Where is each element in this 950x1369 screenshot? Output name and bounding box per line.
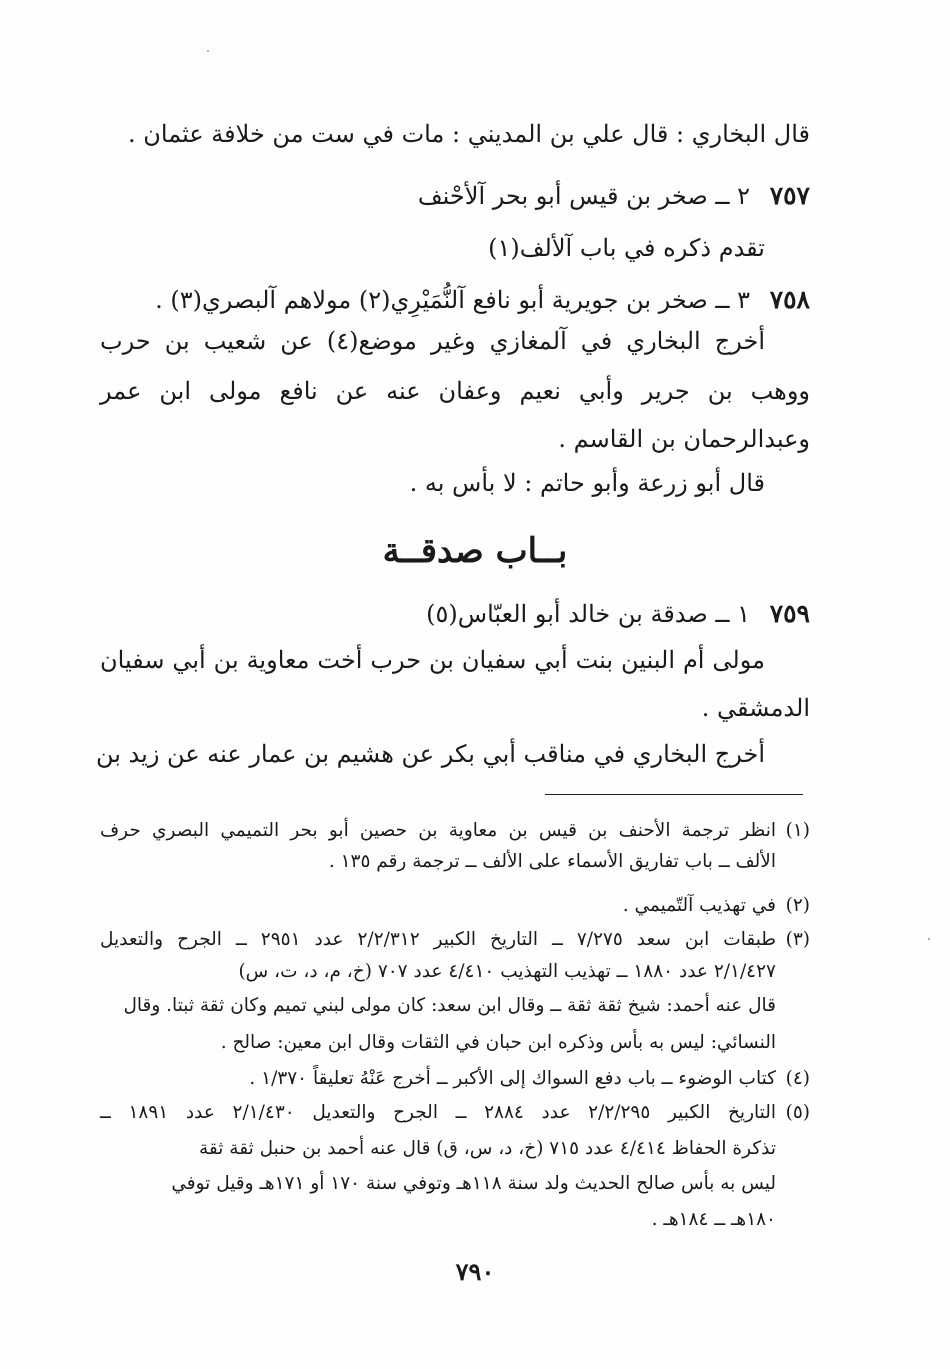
footnote-line: الألف ــ باب تفاريق الأسماء على الألف ــ ترجمة رقم ١٣٥ . <box>328 851 776 872</box>
footnote-line: النسائي: ليس به بأس وذكره ابن حبان في الثقات وقال ابن معين: صالح . <box>220 1032 776 1053</box>
text-line: أخرج البخاري في مناقب أبي بكر عن هشيم بن عمار عنه عن زيد بن <box>95 740 765 768</box>
text-line: مولى أم البنين بنت أبي سفيان بن حرب أخت معاوية بن أبي سفيان <box>100 646 765 674</box>
entry-number: ٧٥٨ <box>769 285 810 314</box>
scan-speck <box>928 938 930 940</box>
footnote-line: انظر ترجمة الأحنف بن قيس بن معاوية بن حصين أبو بحر التميمي البصري حرف <box>100 820 776 841</box>
footnote-line: ٢/١/٤٢٧ عدد ١٨٨٠ ــ تهذيب التهذيب ٤/٤١٠ عدد ٧٠٧ (خ، م، د، ت، س) <box>238 961 776 982</box>
text-line: تقدم ذكره في باب آلألف(١) <box>488 234 765 262</box>
entry-heading: ١ ــ صدقة بن خالد أبو العبّاس(٥) <box>426 600 750 628</box>
footnote-line: في تهذيب آلتّميمي . <box>622 895 776 916</box>
footnote-number: (١) <box>785 820 810 841</box>
text-line: الدمشقي . <box>701 694 810 722</box>
scan-speck <box>207 50 209 52</box>
footnote-line: ١٨٠هـ ــ ١٨٤هـ . <box>651 1209 776 1230</box>
footnote-number: (٢) <box>785 895 810 916</box>
page-number: ٧٩٠ <box>455 1257 495 1286</box>
text-line: قال أبو زرعة وأبو حاتم : لا بأس به . <box>409 469 765 497</box>
entry-number: ٧٥٧ <box>769 181 810 210</box>
footnote-line: ليس به بأس صالح الحديث ولد سنة ١١٨هـ وتوفي سنة ١٧٠ أو ١٧١هـ وقيل توفي <box>171 1173 776 1194</box>
footnote-number: (٣) <box>785 929 810 950</box>
footnote-number: (٤) <box>785 1068 810 1089</box>
section-heading: بــاب صدقــة <box>382 531 568 571</box>
footnote-line: قال عنه أحمد: شيخ ثقة ثقة ــ وقال ابن سعد: كان مولى لبني تميم وكان ثقة ثبتا. وقال <box>123 995 776 1016</box>
footnote-line: طبقات ابن سعد ٧/٢٧٥ ــ التاريخ الكبير ٢/٢/٣١٢ عدد ٢٩٥١ ــ الجرح والتعديل <box>100 929 777 950</box>
text-line: ووهب بن جرير وأبي نعيم وعفان عنه عن نافع مولى ابن عمر <box>100 377 810 405</box>
footnote-line: التاريخ الكبير ٢/٢/٢٩٥ عدد ٢٨٨٤ ــ الجرح والتعديل ٢/١/٤٣٠ عدد ١٨٩١ ــ <box>100 1102 776 1123</box>
entry-number: ٧٥٩ <box>769 599 810 628</box>
footnote-number: (٥) <box>785 1102 810 1123</box>
text-line: قال البخاري : قال علي بن المديني : مات في ست من خلافة عثمان . <box>128 120 810 148</box>
text-line: وعبدالرحمان بن القاسم . <box>558 425 810 453</box>
footnote-line: تذكرة الحفاظ ٤/٤١٤ عدد ٧١٥ (خ، د، س، ق) قال عنه أحمد بن حنبل ثقة ثقة <box>199 1138 776 1159</box>
text-line: أخرج البخاري في آلمغازي وغير موضع(٤) عن شعيب بن حرب <box>100 327 765 355</box>
footnote-separator <box>545 794 803 795</box>
entry-heading: ٢ ــ صخر بن قيس أبو بحر آلأحْنف <box>417 182 750 210</box>
entry-heading: ٣ ــ صخر بن جويرية أبو نافع آلنُّمَيْرِي(٢) مولاهم آلبصري(٣) . <box>155 286 750 314</box>
footnote-line: كتاب الوضوء ــ باب دفع السواك إلى الأكبر ــ أخرج عَنْهُ تعليقاً ١/٣٧٠ . <box>249 1068 776 1089</box>
